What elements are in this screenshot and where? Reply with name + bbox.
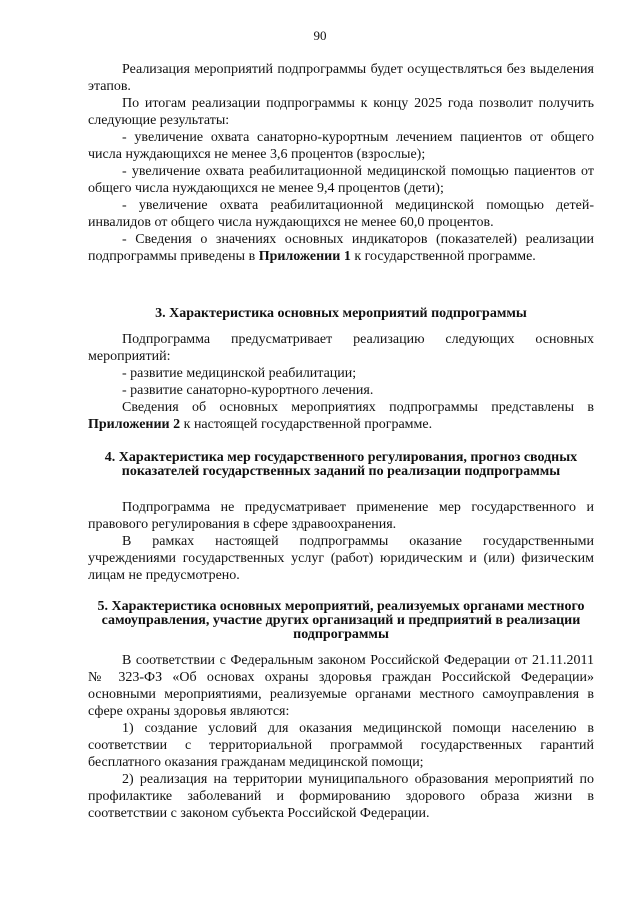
- section-4-paragraph: Подпрограмма не предусматривает применение мер государственного и правового регулирования в сфере здравоохранения.: [88, 500, 594, 532]
- paragraph-stages: Реализация мероприятий подпрограммы будет осуществляться без выделения этапов.: [88, 62, 594, 94]
- results-section: [88, 61, 594, 265]
- section-3: [88, 307, 594, 321]
- result-item: - увеличение охвата реабилитационной медицинской помощью детей-инвалидов от общего числа нуждающихся не менее 60,0 процентов.: [88, 198, 594, 230]
- activity-item: - развитие санаторно-курортного лечения.: [122, 383, 374, 398]
- section-4-body: [88, 499, 594, 584]
- section-3-note: Сведения об основных мероприятиях подпрограммы представлены в Приложении 2 к настоящей государственной программе.: [88, 400, 594, 432]
- section-4: [88, 451, 594, 479]
- section-5-item: 1) создание условий для оказания медицинской помощи населению в соответствии с территориальной программой государственных гарантий бесплатного оказания гражданам медицинской помощи;: [88, 721, 594, 770]
- activity-item: - развитие медицинской реабилитации;: [122, 366, 357, 381]
- section-5: [88, 600, 594, 642]
- appendix-2-reference: Приложении 2: [88, 417, 181, 432]
- result-item: - увеличение охвата реабилитационной медицинской помощью пациентов от общего числа нуждающихся не менее 9,4 процентов (дети);: [88, 164, 594, 196]
- section-3-intro: Подпрограмма предусматривает реализацию следующих основных мероприятий:: [88, 332, 594, 364]
- section-5-item: 2) реализация на территории муниципального образования мероприятий по профилактике заболеваний и формированию здорового образа жизни в соответствии с законом субъекта Российской Федерации.: [88, 772, 594, 821]
- section-4-paragraph: В рамках настоящей подпрограммы оказание государственными учреждениями государственных услуг (работ) юридическим и (или) физическим лицам не предусмотрено.: [88, 534, 594, 583]
- section-5-body: [88, 652, 594, 822]
- section-5-paragraph: В соответствии с Федеральным законом Российской Федерации от 21.11.2011 № 323-ФЗ «Об основах охраны здоровья граждан Российской Федерации» основными мероприятиями, реализуемые органами местного самоуправления в сфере охраны здоровья являются:: [88, 653, 594, 719]
- section-3-heading: 3. Характеристика основных мероприятий подпрограммы: [155, 306, 527, 321]
- appendix-1-reference: Приложении 1: [258, 249, 351, 264]
- result-item: - увеличение охвата санаторно-курортным лечением пациентов от общего числа нуждающихся не менее 3,6 процентов (взрослые);: [88, 130, 594, 162]
- page-number: 90: [313, 28, 327, 43]
- section-5-heading: 5. Характеристика основных мероприятий, реализуемых органами местного самоуправления, участие других организаций и предприятий в реализации подпрограммы: [97, 599, 585, 642]
- section-3-body: [88, 331, 594, 433]
- paragraph-indicators: - Сведения о значениях основных индикаторов (показателей) реализации подпрограммы приведены в Приложении 1 к государственной программе.: [88, 232, 594, 264]
- section-4-heading: 4. Характеристика мер государственного регулирования, прогноз сводных показателей государственных заданий по реализации подпрограммы: [104, 450, 578, 479]
- paragraph-results-intro: По итогам реализации подпрограммы к концу 2025 года позволит получить следующие результаты:: [88, 96, 594, 128]
